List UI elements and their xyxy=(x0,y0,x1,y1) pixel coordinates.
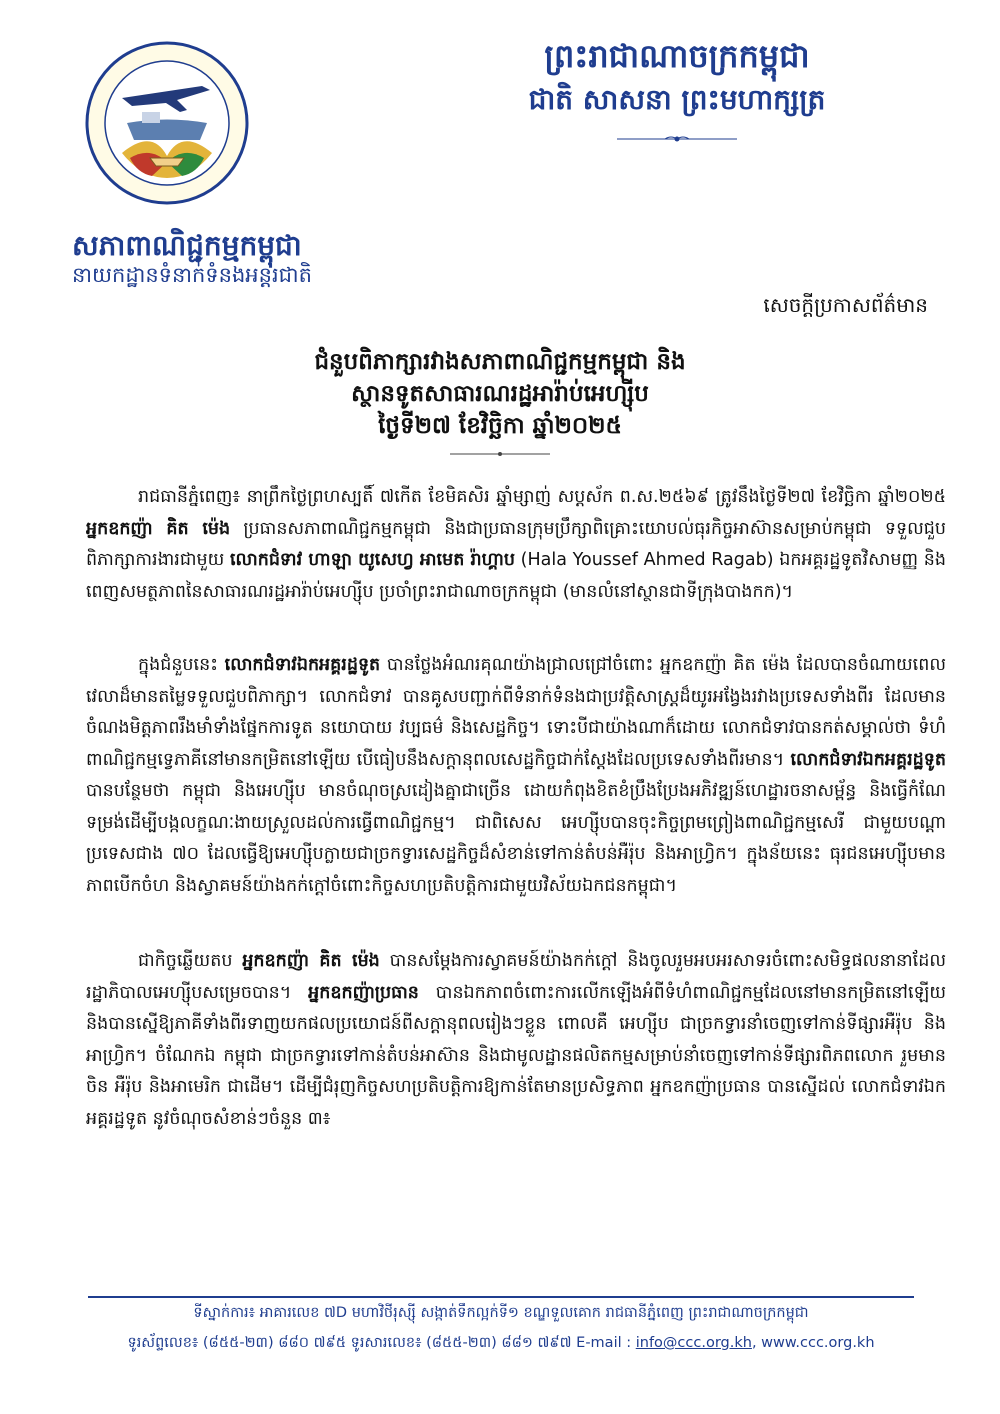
paragraph-1 xyxy=(86,482,946,608)
paragraph-2-text-e: បានបន្ថែមថា កម្ពុជា និងអេហ្ស៊ីប មានចំណុចស្រដៀងគ្នាជាច្រើន ដោយកំពុងខិតខំប្រឹងប្រែងអភិវឌ្ឍន៍ហេដ្ឋារចនាសម្ព័ន្ធ និងធ្វើកំណែទម្រង់ដើម្បីបង្កលក្ខណៈងាយស្រួលដល់ការធ្វើពាណិជ្ជកម្ម។ ជាពិសេស អេហ្ស៊ីបបានចុះកិច្ចព្រមព្រៀងពាណិជ្ជកម្មសេរី ជាមួយបណ្តាប្រទេសជាង ៧០ ដែលធ្វើឱ្យអេហ្ស៊ីបក្លាយជាច្រកទ្វារសេដ្ឋកិច្ចដ៏សំខាន់ទៅកាន់តំបន់អឺរ៉ុប និងអាហ្វ្រិក។ ក្នុងន័យនេះ ធុរជនអេហ្ស៊ីបមានភាពបើកចំហ និងស្វាគមន៍យ៉ាងកក់ក្តៅចំពោះកិច្ចសហប្រតិបត្តិការជាមួយវិស័យឯកជនកម្ពុជា។ xyxy=(86,781,946,896)
chamber-logo xyxy=(82,28,252,228)
paragraph-2-text-a: ក្នុងជំនួបនេះ xyxy=(138,655,225,675)
paragraph-1-text-e: (Hala Youssef Ahmed Ragab) ឯកអគ្គរដ្ឋទូតវិសាមញ្ញ និងពេញសមត្ថភាពនៃសាធារណរដ្ឋអារ៉ាប់អេហ្ស៊ីប ប្រចាំព្រះរាជាណាចក្រកម្ពុជា (មានលំនៅស្ថានជាទីក្រុងបាងកក)។ xyxy=(86,550,946,602)
paragraph-1-text-a: រាជធានីភ្នំពេញ៖ នាព្រឹកថ្ងៃព្រហស្បតិ៍ ៧កើត ខែមិគសិរ ឆ្នាំម្សាញ់ សប្តស័ក ព.ស.២៥៦៩ ត្រូវនឹងថ្ងៃទី២៧ ខែវិច្ឆិកា ឆ្នាំ២០២៥ xyxy=(138,487,946,507)
paragraph-2-text-c: បានថ្លែងអំណរគុណយ៉ាងជ្រាលជ្រៅចំពោះ អ្នកឧកញ៉ា គិត ម៉េង ដែលបានចំណាយពេលវេលាដ៏មានតម្លៃទទួលជួបពិភាក្សា។ លោកជំទាវ បានគូសបញ្ជាក់ពីទំនាក់ទំនងជាប្រវត្តិសាស្ត្រដ៏យូរអង្វែងរវាងប្រទេសទាំងពីរ ដែលមានចំណងមិត្តភាពរឹងមាំទាំងផ្នែកការទូត នយោបាយ វប្បធម៌ និងសេដ្ឋកិច្ច។ ទោះបីជាយ៉ាងណាក៏ដោយ លោកជំទាវបានកត់សម្គាល់ថា ទំហំពាណិជ្ជកម្មទ្វេភាគីនៅមានកម្រិតនៅឡើយ បើធៀបនឹងសក្តានុពលសេដ្ឋកិច្ចជាក់ស្តែងដែលប្រទេសទាំងពីរមាន។ xyxy=(86,655,946,770)
paragraph-1-president-name: អ្នកឧកញ៉ា គិត ម៉េង xyxy=(86,518,231,539)
paragraph-3-text-a: ជាកិច្ចឆ្លើយតប xyxy=(138,951,243,971)
footer-divider xyxy=(88,1296,914,1298)
paragraph-1-text-c: ប្រធានសភាពាណិជ្ជកម្មកម្ពុជា និងជាប្រធានក្រុមប្រឹក្សាពិគ្រោះយោបល់ធុរកិច្ចអាស៊ានសម្រាប់កម្ពុជា ទទួលជួបពិភាក្សាការងារជាមួយ xyxy=(86,518,946,570)
organization-name: សភាពាណិជ្ជកម្មកម្ពុជា xyxy=(72,229,302,262)
kingdom-heading: ព្រះរាជាណាចក្រកម្ពុជា xyxy=(544,37,810,75)
paragraph-1-ambassador-name: លោកជំទាវ ហាឡា យូសេហ្វ អាមេត រ៉ាហ្គាប xyxy=(229,550,515,570)
document-title-date: ថ្ងៃទី២៧ ខែវិច្ឆិកា ឆ្នាំ២០២៥ xyxy=(378,413,622,439)
footer-separator: , xyxy=(751,1335,762,1351)
paragraph-3 xyxy=(86,946,946,1135)
organization-department: នាយកដ្ឋានទំនាក់ទំនងអន្តរជាតិ xyxy=(72,263,312,287)
footer-address: ទីស្នាក់ការ៖ អាគារលេខ ៧D មហាវិថីរុស្ស៊ី សង្កាត់ទឹកល្អក់ទី១ ខណ្ឌទួលគោក រាជធានីភ្នំពេញ ព្រះរាជាណាចក្រកម្ពុជា xyxy=(193,1305,809,1321)
paragraph-3-president-name: អ្នកឧកញ៉ា គិត ម៉េង xyxy=(242,951,380,971)
paragraph-3-text-c: បានសម្តែងការស្វាគមន៍យ៉ាងកក់ក្តៅ និងចូលរួមអបអរសាទរចំពោះសមិទ្ធផលនានាដែលរដ្ឋាភិបាលអេហ្ស៊ីបសម្រេចបាន។ xyxy=(86,951,946,1003)
national-motto: ជាតិ សាសនា ព្រះមហាក្សត្រ xyxy=(528,83,826,116)
title-divider-icon xyxy=(450,450,550,458)
footer-website-link[interactable]: www.ccc.org.kh xyxy=(761,1335,875,1351)
paragraph-2-ambassador-title-2: លោកជំទាវឯកអគ្គរដ្ឋទូត xyxy=(790,749,946,770)
paragraph-2-ambassador-title-1: លោកជំទាវឯកអគ្គរដ្ឋទូត xyxy=(224,655,381,675)
chamber-logo-icon xyxy=(82,28,252,228)
paragraph-2 xyxy=(86,650,946,902)
document-title-line-2: ស្ថានទូតសាធារណរដ្ឋអារ៉ាប់អេហ្ស៊ីប xyxy=(351,381,649,407)
document-title-line-1: ជំនួបពិភាក្សារវាងសភាពាណិជ្ជកម្មកម្ពុជា និង xyxy=(314,349,686,375)
footer-phone-fax: ទូរស័ព្ទលេខ៖ (៨៥៥-២៣) ៨៨០ ៧៩៥ ទូរសារលេខ៖ (៨៥៥-២៣) ៨៨១ ៧៩៧ E-mail : xyxy=(127,1335,636,1351)
document-type-label: សេចក្ដីប្រកាសព័ត៌មាន xyxy=(763,293,928,317)
paragraph-3-president-title: អ្នកឧកញ៉ាប្រធាន xyxy=(308,982,419,1003)
footer-email-link[interactable]: info@ccc.org.kh xyxy=(635,1335,752,1351)
paragraph-3-text-e: បានឯកភាពចំពោះការលើកឡើងអំពីទំហំពាណិជ្ជកម្មដែលនៅមានកម្រិតនៅឡើយ និងបានស្នើឱ្យភាគីទាំងពីរទាញយកផលប្រយោជន៍ពីសក្តានុពលរៀងៗខ្លួន ពោលគឺ អេហ្ស៊ីប ជាច្រកទ្វារនាំចេញទៅកាន់ទីផ្សារអឺរ៉ុប និងអាហ្វ្រិក។ ចំណែកឯ កម្ពុជា ជាច្រកទ្វារទៅកាន់តំបន់អាស៊ាន និងជាមូលដ្ឋានផលិតកម្មសម្រាប់នាំចេញទៅកាន់ទីផ្សារពិភពលោក រួមមាន ចិន អឺរ៉ុប និងអាមេរិក ជាដើម។ ដើម្បីជំរុញកិច្ចសហប្រតិបត្តិការឱ្យកាន់តែមានប្រសិទ្ធភាព អ្នកឧកញ៉ាប្រធាន បានស្នើដល់ លោកជំទាវឯកអគ្គរដ្ឋទូត នូវចំណុចសំខាន់ៗចំនួន ៣៖ xyxy=(86,982,946,1129)
ornament-divider-icon xyxy=(617,134,737,144)
footer-contact xyxy=(88,1334,914,1355)
